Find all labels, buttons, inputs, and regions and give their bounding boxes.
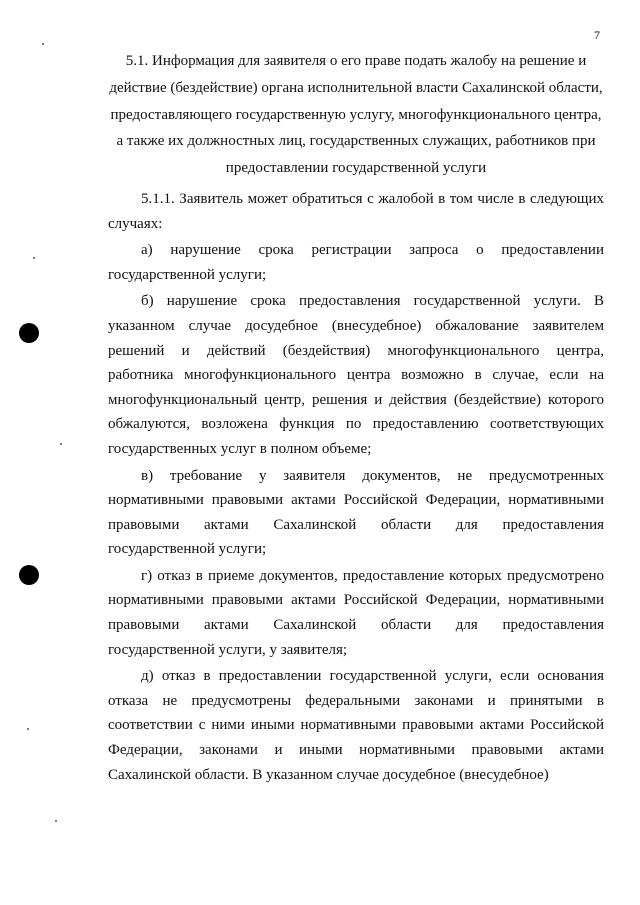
scan-speck [42, 43, 44, 45]
scan-speck [60, 443, 62, 445]
document-body [108, 48, 604, 789]
punch-hole-lower [19, 565, 39, 585]
paragraph-item-v: в) требование у заявителя документов, не предусмотренных нормативными правовыми актами Российской Федерации, нормативными правовыми актами Сахалинской области для предоставления государственной услуги; [108, 467, 604, 558]
punch-hole-upper [19, 323, 39, 343]
scan-speck [55, 820, 57, 822]
paragraph-item-g: г) отказ в приеме документов, предоставление которых предусмотрено нормативными правовыми актами Российской Федерации, нормативными правовыми актами Сахалинской области для предоставления государственной услуги, у заявителя; [108, 567, 604, 658]
paragraph-item-d: д) отказ в предоставлении государственной услуги, если основания отказа не предусмотрены федеральными законами и принятыми в соответствии с ними иными нормативными правовыми актами Российской Федерации, законами и иными нормативными правовыми актами Сахалинской области. В указанном случае досудебное (внесудебное) [108, 668, 604, 783]
page-number: 7 [594, 28, 600, 42]
scan-speck [27, 728, 29, 730]
paragraph-item-a: а) нарушение срока регистрации запроса о предоставлении государственной услуги; [108, 242, 604, 283]
section-heading: 5.1. Информация для заявителя о его праве подать жалобу на решение и действие (бездействие) органа исполнительной власти Сахалинской области, предоставляющего государственную услугу, многофункционального центра, а также их должностных лиц, государственных служащих, работников при предоставлении государственной услуги [109, 53, 603, 177]
paragraph-item-b: б) нарушение срока предоставления государственной услуги. В указанном случае досудебное (внесудебное) обжалование заявителем решений и действий (бездействия) многофункционального центра, работника многофункционального центра возможно в случае, если на многофункциональный центр, решения и действия (бездействие) которого обжалуются, возложена функция по предоставлению соответствующих государственных услуг в полном объеме; [108, 293, 604, 457]
scan-speck [33, 257, 35, 259]
paragraph-5-1-1: 5.1.1. Заявитель может обратиться с жалобой в том числе в следующих случаях: [108, 190, 604, 232]
